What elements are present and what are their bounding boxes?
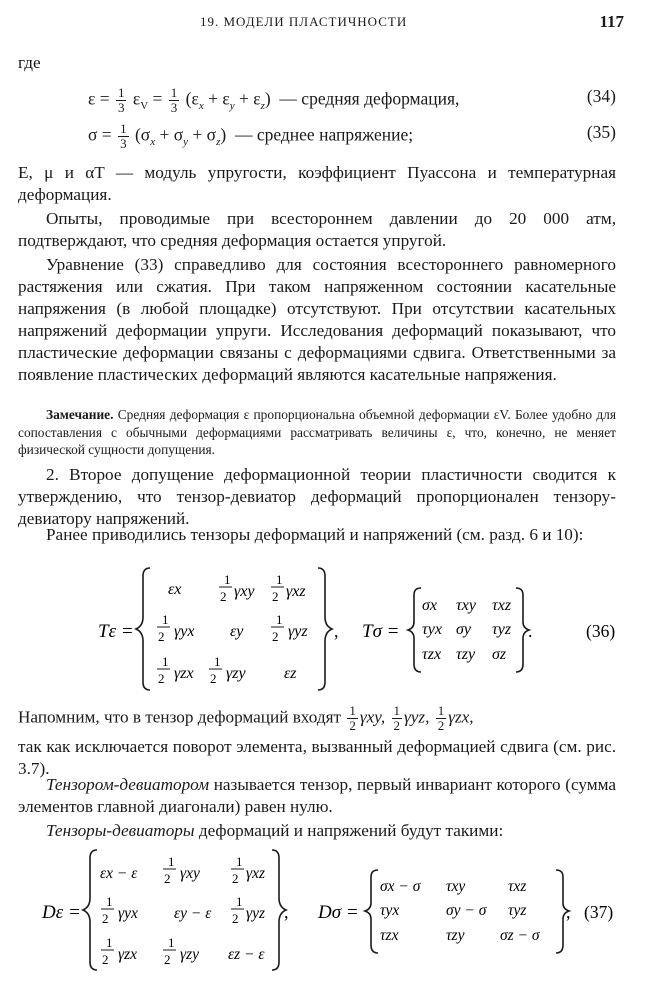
term-deviators: Тензоры-девиаторы (46, 821, 195, 840)
svg-text:1: 1 (224, 572, 231, 587)
deviator-D-sigma-label: Dσ = (318, 902, 359, 923)
left-brace (136, 568, 150, 690)
dev-strain-yx: γyx (118, 905, 138, 922)
svg-text:1: 1 (106, 894, 113, 909)
fraction-one-third: $\frac{1}{3}$ (120, 121, 127, 151)
dev-stress-yx: τyx (380, 902, 400, 919)
eq34-lhs: ε = (88, 88, 110, 109)
inline-gamma-yz: γyz, (404, 707, 430, 727)
equation-35: σ = $\frac{1}{3}$ $(\sigma_x + \sigma_y + \sigma_z)$ — среднее напряжение; (35) (88, 121, 616, 151)
svg-text:2: 2 (158, 671, 165, 686)
note-label: Замечание. (46, 407, 114, 422)
svg-text:2: 2 (164, 952, 171, 967)
dev-strain-yy: εy − ε (174, 905, 212, 922)
eq34-description: — средняя деформация, (279, 88, 460, 109)
stress-xy: τxy (456, 597, 476, 614)
left-brace (83, 850, 97, 970)
term-deviator: Тензором-девиатором (46, 775, 210, 794)
svg-text:1: 1 (168, 935, 175, 950)
strain-yx: γyx (174, 623, 195, 640)
left-brace (365, 870, 378, 953)
svg-text:1: 1 (168, 854, 175, 869)
svg-text:1: 1 (236, 854, 243, 869)
paragraph-equation-33: Уравнение (33) справедливо для состояния всестороннего равномерного растяжения или сжатия. При таком напряженном состоянии касательные напряжения (в любой площадке) отсутствуют. При отсутствии касательных напряжений деформации упруги. Исследования деформаций показывают, что пластические деформации связаны с деформациями сдвига. Ответственными за появление пластических деформаций являются касательные напряжения. (18, 255, 616, 384)
strain-zz: εz (284, 665, 297, 682)
stress-xz: τxz (492, 597, 512, 614)
dev-strain-xz: γxz (246, 865, 266, 882)
paragraph-second-assumption: 2. Второе допущение деформационной теории пластичности сводится к утверждению, что тензор-девиатор деформаций пропорционален тензору-девиатору напряжений. (18, 465, 616, 528)
strain-zy: γzy (226, 665, 246, 682)
strain-zx: γzx (174, 665, 194, 682)
equation-number-35: (35) (586, 122, 616, 142)
running-head (0, 12, 652, 36)
dev-strain-zx: γzx (118, 946, 138, 963)
dev-stress-xy: τxy (446, 878, 466, 895)
dev-stress-yz: τyz (508, 902, 527, 919)
equation-36 (0, 562, 652, 696)
note-text: Средняя деформация ε пропорциональна объемной деформации εV. Более удобно для сопоставления с обычными деформациями рассматривать величины ε, что, конечно, не меняет физической сущности допущения. (18, 407, 616, 457)
equation-number-37: (37) (584, 902, 614, 922)
svg-text:1: 1 (162, 654, 169, 669)
svg-text:2: 2 (220, 589, 227, 604)
inline-gamma-zx: γzx, (448, 707, 474, 727)
svg-text:2: 2 (102, 911, 109, 926)
paragraph-previous-tensors: Ранее приводились тензоры деформаций и напряжений (см. разд. 6 и 10): (46, 525, 584, 544)
paragraph-experiments: Опыты, проводимые при всестороннем давлении до 20 000 атм, подтверждают, что средняя деформация остается упругой. (18, 209, 616, 250)
svg-text:2: 2 (158, 629, 165, 644)
paragraph-remember: Напомним, что в тензор деформаций входят $\frac{1}{2}$ γxy, $\frac{1}{2}$ γyz, $\frac{1}{2}$ γzx, (18, 703, 474, 733)
svg-text:1: 1 (106, 935, 113, 950)
strain-yz: γyz (288, 623, 308, 640)
dev-strain-zy: γzy (180, 946, 200, 963)
dev-strain-xx: εx − ε (100, 865, 138, 882)
stress-zx: τzx (422, 646, 442, 663)
dev-strain-xy: γxy (180, 865, 200, 882)
dev-stress-zz: σz − σ (500, 927, 540, 944)
deviator-D-eps-label: Dε = (42, 902, 81, 923)
svg-text:2: 2 (164, 871, 171, 886)
right-brace (318, 568, 332, 690)
equation-number-34: (34) (586, 86, 616, 106)
tensor-T-eps-label: Tε = (98, 621, 134, 642)
stress-zz: σz (492, 646, 507, 663)
paragraph-constants: E, μ и αT — модуль упругости, коэффициент Пуассона и температурная деформация. (18, 163, 616, 204)
stress-yz: τyz (492, 621, 512, 638)
svg-text:,: , (334, 621, 339, 641)
dev-stress-xx: σx − σ (380, 878, 421, 895)
fraction-one-third: $\frac{1}{3}$ (170, 85, 178, 115)
strain-xy: γxy (234, 583, 255, 600)
strain-yy: εy (230, 623, 244, 640)
dev-stress-yy: σy − σ (446, 902, 487, 919)
page-number: 117 (599, 12, 624, 31)
stress-xx: σx (422, 597, 437, 614)
svg-text:.: . (528, 621, 533, 641)
stress-yy: σy (456, 621, 471, 638)
paragraph-deviators: Тензоры-девиаторы деформаций и напряжений будут такими: (46, 821, 504, 840)
svg-text:2: 2 (232, 911, 239, 926)
eq35-lhs: σ = (88, 124, 112, 145)
dev-stress-zx: τzx (380, 927, 399, 944)
running-title: 19. МОДЕЛИ ПЛАСТИЧНОСТИ (200, 14, 408, 29)
where-word: где (18, 53, 41, 72)
svg-text:,: , (566, 902, 571, 922)
fraction-one-third: $\frac{1}{3}$ (117, 85, 125, 115)
note (18, 406, 616, 459)
svg-text:2: 2 (102, 952, 109, 967)
paragraph-deviator-definition: Тензором-девиатором называется тензор, первый инвариант которого (сумма элементов главной диагонали) равен нулю. (18, 775, 617, 816)
left-brace (408, 588, 421, 672)
svg-text:1: 1 (162, 612, 169, 627)
svg-text:2: 2 (272, 589, 279, 604)
dev-strain-zz: εz − ε (228, 946, 265, 963)
paragraph-remember-continued: так как исключается поворот элемента, вызванный деформацией сдвига (см. рис. 3.7). (18, 737, 616, 778)
dev-stress-xz: τxz (508, 878, 527, 895)
inline-gamma-xy: γxy, (359, 707, 386, 727)
strain-xz: γxz (286, 583, 306, 600)
svg-text:1: 1 (276, 572, 283, 587)
eq35-description: — среднее напряжение; (234, 124, 414, 145)
svg-text:2: 2 (272, 629, 279, 644)
svg-text:,: , (284, 902, 289, 922)
svg-text:2: 2 (232, 871, 239, 886)
remember-text: Напомним, что в тензор деформаций входят (18, 707, 342, 727)
equation-34: ε = $\frac{1}{3}$ $\varepsilon_V$ = $\frac{1}{3}$ $(\varepsilon_x + \varepsilon_y + \varepsilon_z)$ — средняя деформация, (34) (88, 85, 616, 115)
equation-37 (0, 846, 652, 980)
strain-xx: εx (168, 581, 182, 598)
dev-stress-zy: τzy (446, 927, 465, 944)
svg-text:2: 2 (210, 671, 217, 686)
tensor-T-sigma-label: Tσ = (362, 621, 400, 642)
dev-strain-yz: γyz (246, 905, 266, 922)
svg-text:1: 1 (276, 612, 283, 627)
stress-yx: τyx (422, 621, 442, 638)
stress-zy: τzy (456, 646, 476, 663)
svg-text:1: 1 (236, 894, 243, 909)
equation-number-36: (36) (586, 621, 616, 641)
svg-text:1: 1 (214, 654, 221, 669)
